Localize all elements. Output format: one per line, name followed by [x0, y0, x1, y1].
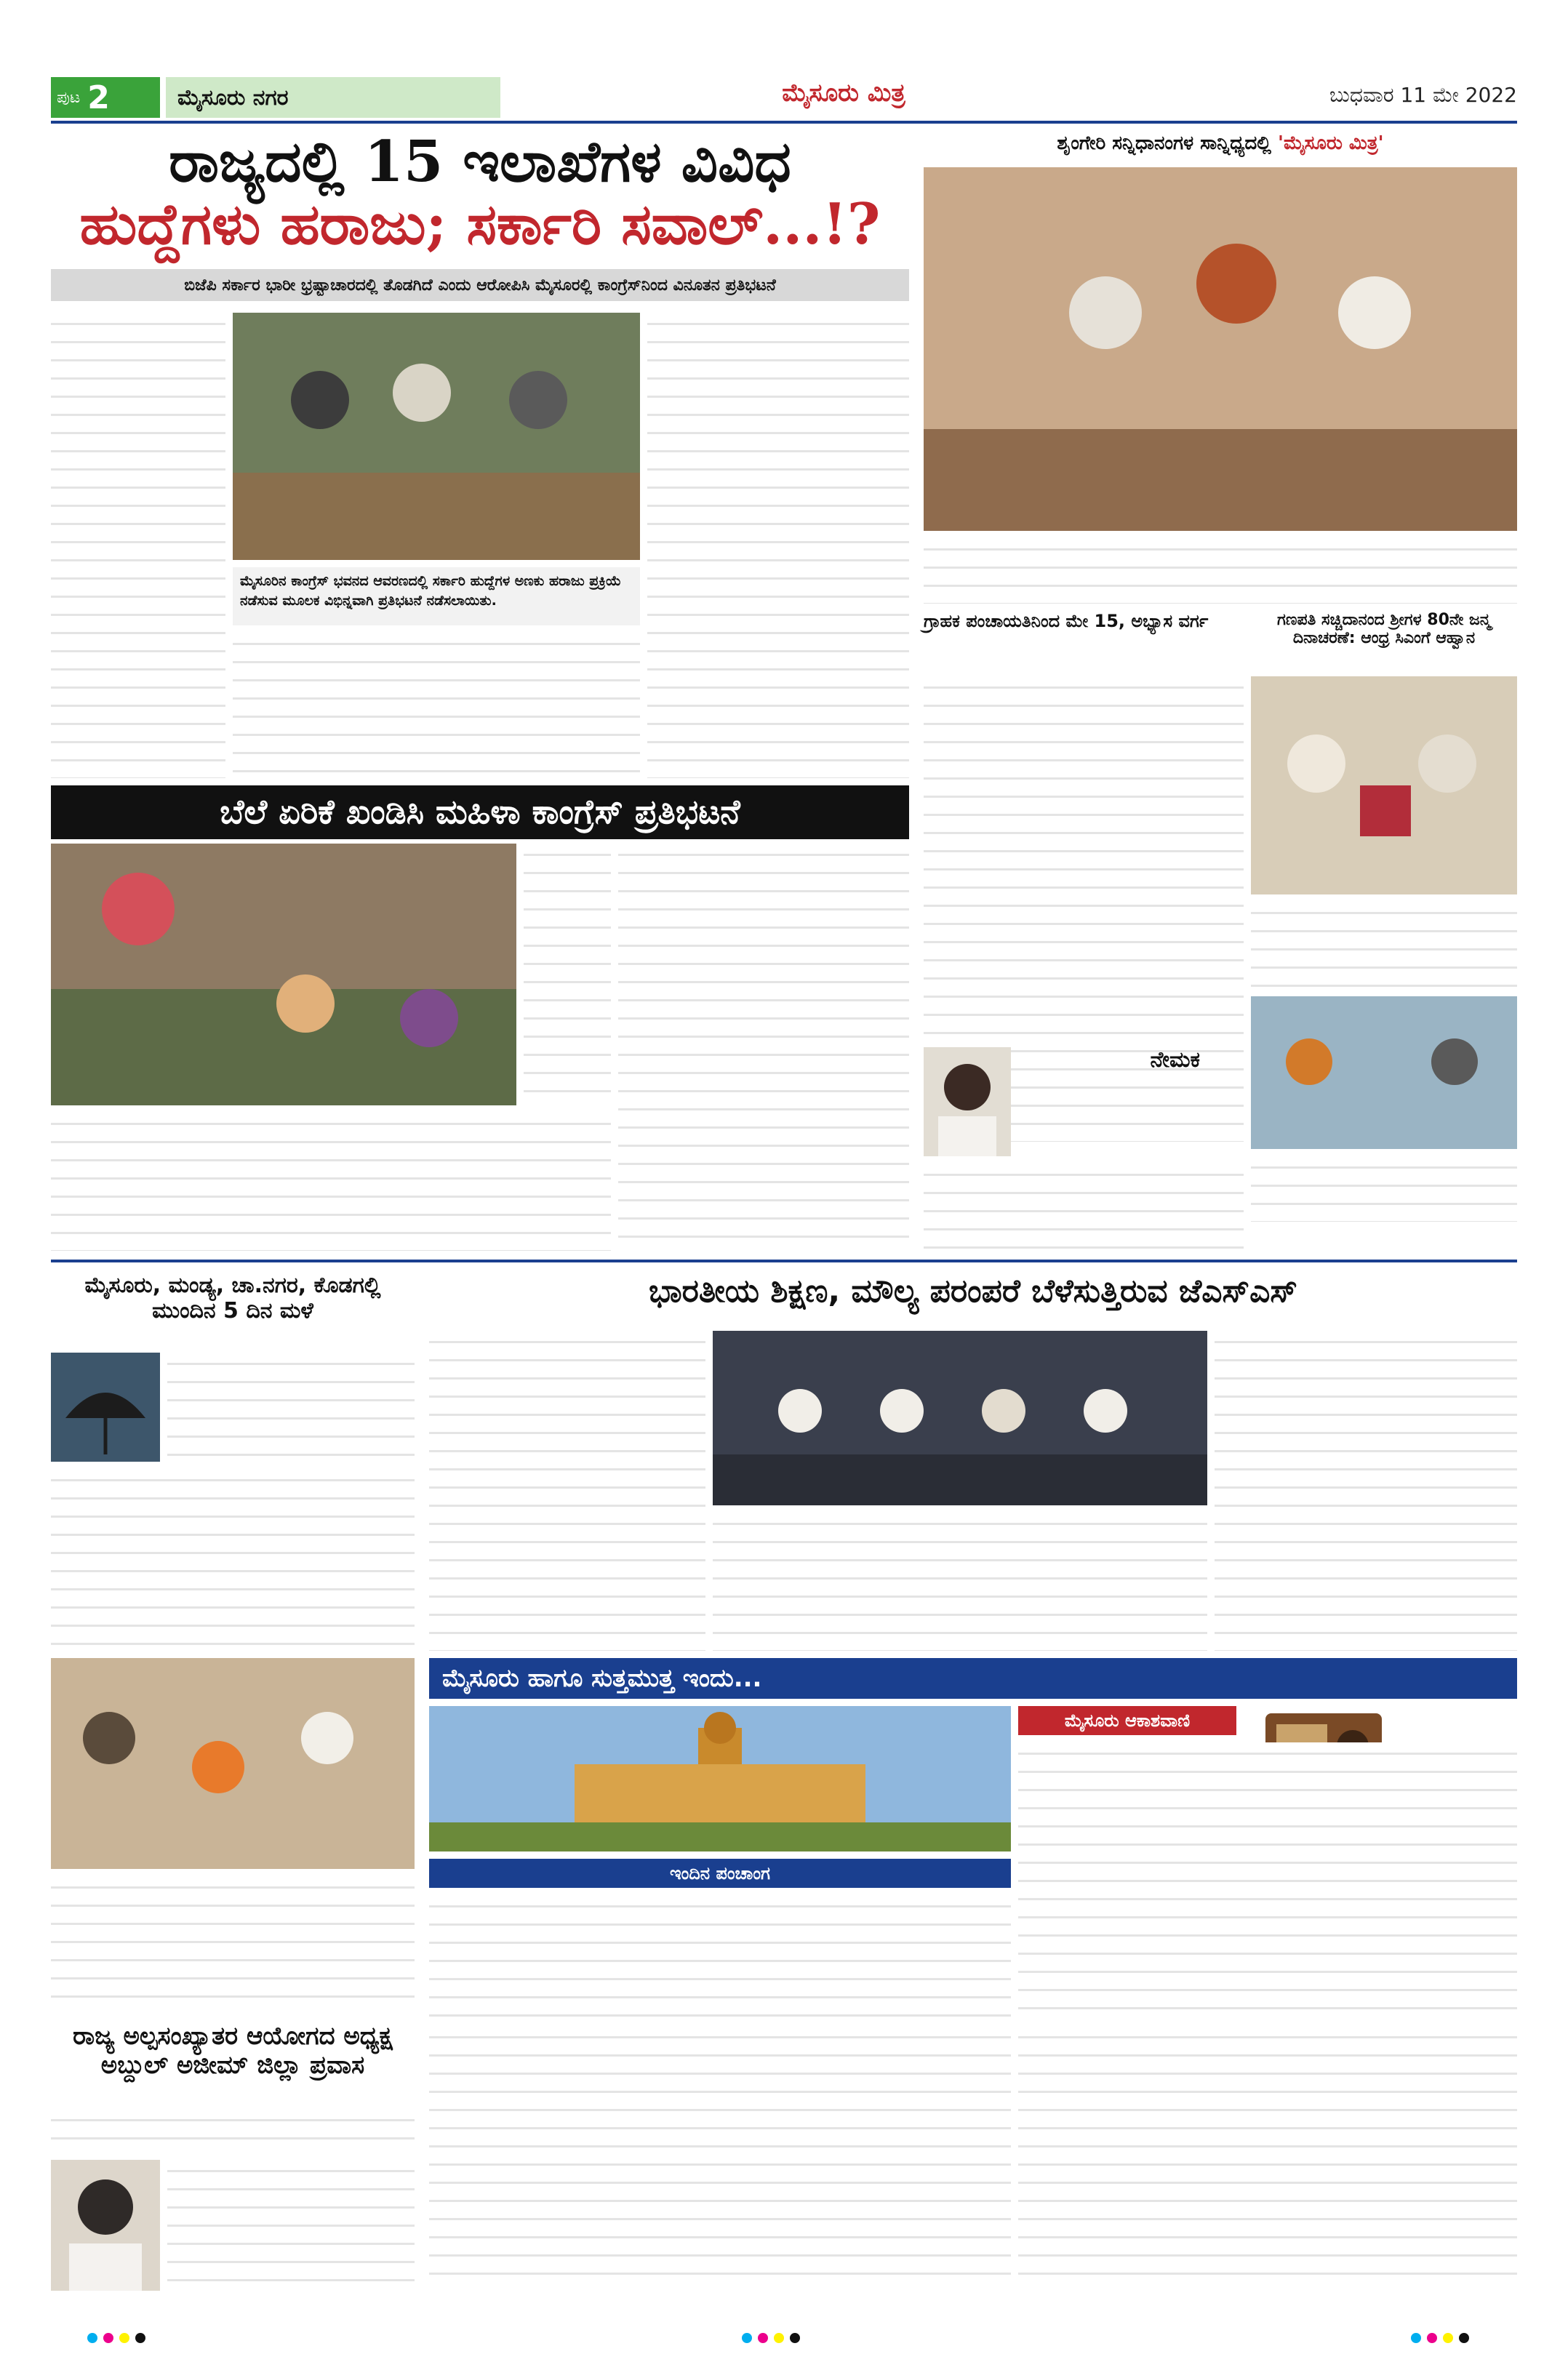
mahila-text-right [618, 844, 909, 1251]
mahila-title: ಬೆಲೆ ಏರಿಕೆ ಖಂಡಿಸಿ ಮಹಿಳಾ ಕಾಂಗ್ರೆಸ್ ಪ್ರತಿಭಟನೆ [51, 785, 909, 839]
cyan-mark [1411, 2333, 1421, 2343]
page-number: 2 [87, 79, 110, 116]
page-number-box [51, 77, 160, 118]
panchanga-text [429, 1895, 1011, 2019]
kunchitiga-photo [51, 1658, 415, 1869]
lead-headline-line2: ಹುದ್ದೆಗಳು ಹರಾಜು; ಸರ್ಕಾರಿ ಸವಾಲ್...!? [79, 191, 881, 257]
paper-name: ಮೈಸೂರು ಮಿತ್ರ [782, 79, 905, 108]
lead-headline-line1: ರಾಜ್ಯದಲ್ಲಿ 15 ಇಲಾಖೆಗಳ ವಿವಿಧ [169, 129, 791, 195]
today-events-col1 [429, 2026, 1011, 2288]
ganapati-photo [1251, 676, 1517, 894]
newspaper-page [51, 73, 1517, 2298]
minority-title-line1: ರಾಜ್ಯ ಅಲ್ಪಸಂಖ್ಯಾತರ ಆಯೋಗದ ಅಧ್ಯಕ್ಷ [73, 2022, 393, 2051]
lead-text-col1 [51, 313, 225, 778]
mahila-side-caption [524, 844, 611, 1105]
today-title-bar: ಮೈಸೂರು ಹಾಗೂ ಸುತ್ತಮುತ್ತ ಇಂದು... [429, 1658, 1517, 1699]
yellow-mark [774, 2333, 784, 2343]
registration-marks-center [742, 2333, 800, 2343]
jss-text-col1 [429, 1331, 705, 1651]
mahila-text-bottom [51, 1113, 611, 1251]
cyan-mark [87, 2333, 97, 2343]
today-events-col2 [1018, 2026, 1517, 2288]
grahaka-title: ಗ್ರಾಹಕ ಪಂಚಾಯತಿನಿಂದ ಮೇ 15, ಅಭ್ಯಾಸ ವರ್ಗ [924, 611, 1209, 631]
weather-photo [51, 1353, 160, 1462]
yellow-mark [119, 2333, 129, 2343]
ganapati-photo2 [1251, 996, 1517, 1149]
jss-text-bottom [713, 1513, 1207, 1651]
panchanga-title: ಇಂದಿನ ಪಂಚಾಂಗ [429, 1859, 1011, 1888]
magenta-mark [103, 2333, 113, 2343]
black-mark [135, 2333, 145, 2343]
mahila-photo [51, 844, 516, 1105]
kunchitiga-caption [51, 1876, 415, 2007]
registration-marks-right [1411, 2333, 1469, 2343]
nemaka-portrait [924, 1047, 1011, 1156]
registration-marks-left [87, 2333, 145, 2343]
weather-text-top [167, 1353, 415, 1462]
palace-photo [429, 1706, 1011, 1851]
sringeri-caption [924, 538, 1517, 604]
cyan-mark [742, 2333, 752, 2343]
minority-title [51, 2022, 415, 2102]
minority-text [167, 2160, 415, 2291]
lead-text-bottom [233, 633, 640, 778]
black-mark [1459, 2333, 1469, 2343]
weather-title: ಮೈಸೂರು, ಮಂಡ್ಯ, ಚಾ.ನಗರ, ಕೊಡಗಲ್ಲಿ ಮುಂದಿನ 5 ದಿನ ಮಳೆ [84, 1273, 381, 1324]
minority-text-top [51, 2109, 415, 2153]
sringeri-title-prefix: ಶೃಂಗೇರಿ ಸನ್ನಿಧಾನಂಗಳ ಸಾನ್ನಿಧ್ಯದಲ್ಲಿ [1057, 132, 1271, 154]
nemaka-title: ನೇಮಕ [1150, 1047, 1200, 1073]
issue-date: ಬುಧವಾರ 11 ಮೇ 2022 [1329, 83, 1517, 107]
nemaka-text [924, 1164, 1244, 1251]
section-divider [51, 1260, 1517, 1262]
magenta-mark [1427, 2333, 1437, 2343]
ganapati-photo2-caption [1251, 1156, 1517, 1222]
page-label: ಪುಟ [57, 88, 81, 107]
sringeri-title [924, 132, 1517, 164]
sringeri-title-highlight: 'ಮೈಸೂರು ಮಿತ್ರ' [1278, 132, 1384, 154]
jss-title: ಭಾರತೀಯ ಶಿಕ್ಷಣ, ಮೌಲ್ಯ ಪರಂಪರೆ ಬೆಳೆಸುತ್ತಿರುವ ಜೆಎಸ್‌ಎಸ್ [649, 1273, 1297, 1310]
akashavani-title: ಮೈಸೂರು ಆಕಾಶವಾಣಿ [1018, 1706, 1236, 1735]
minority-portrait [51, 2160, 160, 2291]
lead-photo [233, 313, 640, 560]
masthead [51, 73, 1517, 124]
ganapati-caption [1251, 902, 1517, 989]
minority-title-line2: ಅಬ್ದುಲ್ ಅಜೀಮ್ ಜಿಲ್ಲಾ ಪ್ರವಾಸ [100, 2051, 365, 2080]
magenta-mark [758, 2333, 768, 2343]
lead-text-col3 [647, 313, 909, 778]
lead-photo-caption: ಮೈಸೂರಿನ ಕಾಂಗ್ರೆಸ್ ಭವನದ ಆವರಣದಲ್ಲಿ ಸರ್ಕಾರಿ ಹುದ್ದೆಗಳ ಅಣಕು ಹರಾಜು ಪ್ರಕ್ರಿಯೆ ನಡೆಸುವ ಮೂಲಕ ವಿಭಿನ್ನವಾಗಿ ಪ್ರತಿಭಟನೆ ನಡೆಸಲಾಯಿತು. [233, 567, 640, 625]
yellow-mark [1443, 2333, 1453, 2343]
black-mark [790, 2333, 800, 2343]
sringeri-photo [924, 167, 1517, 531]
akashavani-text [1018, 1742, 1517, 2019]
weather-text [51, 1469, 415, 1651]
jss-text-col3 [1215, 1331, 1517, 1651]
section-title: ಮೈಸೂರು ನಗರ [166, 77, 500, 118]
jss-photo [713, 1331, 1207, 1505]
ganapati-title: ಗಣಪತಿ ಸಚ್ಚಿದಾನಂದ ಶ್ರೀಗಳ 80ನೇ ಜನ್ಮ ದಿನಾಚರಣೆ: ಆಂಧ್ರ ಸಿಎಂಗೆ ಆಹ್ವಾನ [1277, 611, 1491, 647]
lead-subhead: ಬಿಜೆಪಿ ಸರ್ಕಾರ ಭಾರೀ ಭ್ರಷ್ಟಾಚಾರದಲ್ಲಿ ತೊಡಗಿದೆ ಎಂದು ಆರೋಪಿಸಿ ಮೈಸೂರಲ್ಲಿ ಕಾಂಗ್ರೆಸ್‌ನಿಂದ ವಿನೂತನ ಪ್ರತಿಭಟನೆ [51, 269, 909, 301]
